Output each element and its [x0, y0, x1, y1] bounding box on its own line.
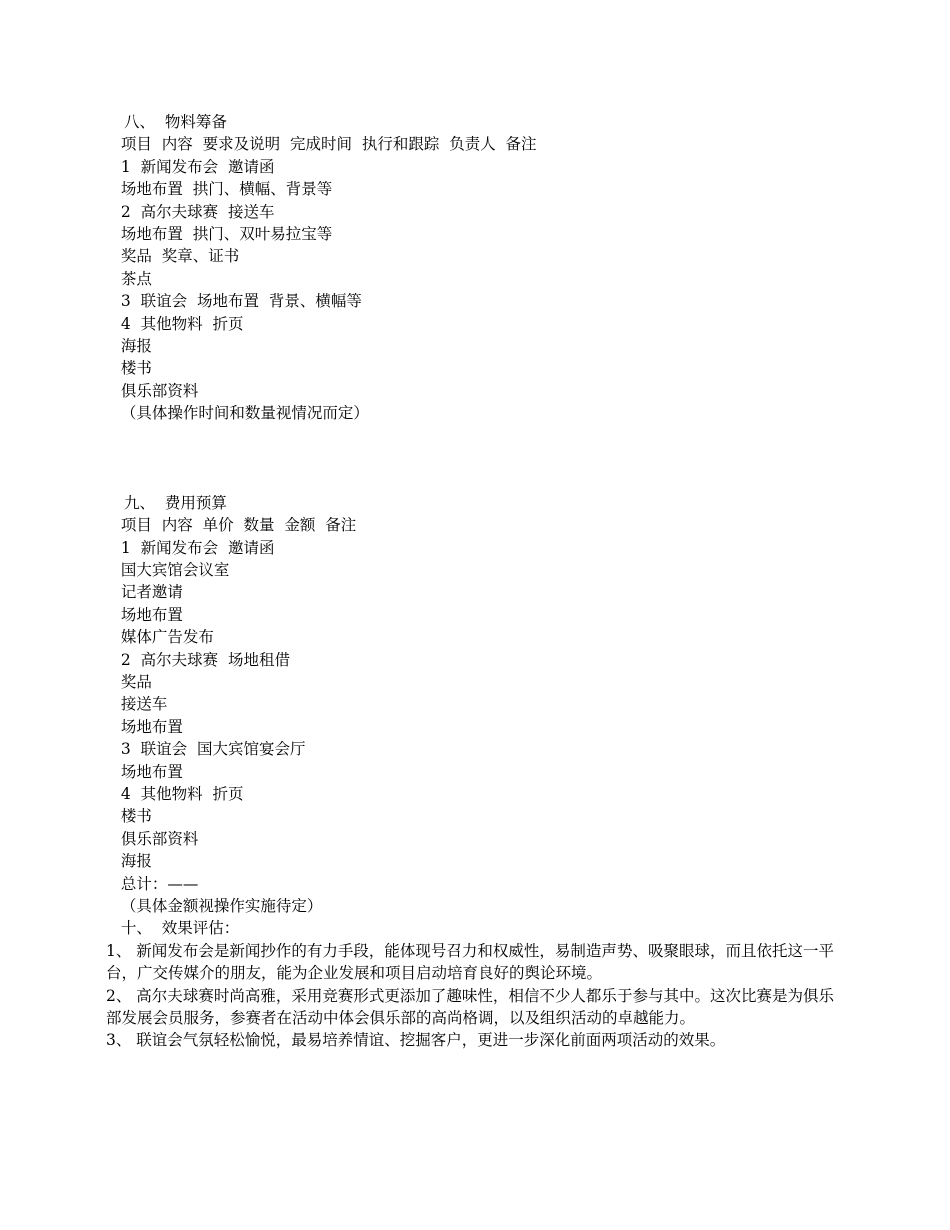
list-item: 海报	[116, 852, 152, 871]
document-page	[106, 111, 834, 1052]
section-evaluation	[106, 917, 834, 1051]
list-item: 俱乐部资料	[116, 829, 199, 848]
list-item: 接送车	[116, 695, 168, 714]
list-item: 奖品 奖章、证书	[116, 247, 240, 266]
section-spacer	[116, 425, 834, 492]
list-item: 1 新闻发布会 邀请函	[116, 538, 275, 557]
section-title-evaluation: 十、 效果评估：	[116, 919, 240, 938]
list-item: 茶点	[116, 269, 152, 288]
list-item: 楼书	[116, 359, 152, 378]
note-text: （具体金额视操作实施待定）	[116, 897, 323, 915]
list-item: 场地布置 拱门、横幅、背景等	[116, 180, 333, 199]
list-item: 海报	[116, 337, 152, 356]
list-item: 场地布置	[116, 762, 183, 781]
note-text: （具体操作时间和数量视情况而定）	[116, 404, 369, 423]
section-budget	[116, 492, 834, 918]
paragraph: 3、 联谊会气氛轻松愉悦，最易培养情谊、挖掘客户，更进一步深化前面两项活动的效果。	[106, 1031, 726, 1050]
paragraph: 2、 高尔夫球赛时尚高雅，采用竞赛形式更添加了趣味性，相信不少人都乐于参与其中。这次比赛是为俱乐部发展会员服务，参赛者在活动中体会俱乐部的高尚格调，以及组织活动的卓越能力。	[106, 986, 834, 1028]
list-item: 1 新闻发布会 邀请函	[116, 157, 275, 176]
list-item: 国大宾馆会议室	[116, 560, 230, 579]
table-header-budget: 项目 内容 单价 数量 金额 备注	[116, 516, 357, 535]
section-title-materials: 八、 物料筹备	[124, 113, 227, 131]
list-item: 场地布置	[116, 717, 183, 736]
list-item: 记者邀请	[116, 583, 183, 602]
list-item: 场地布置	[116, 605, 183, 624]
section-materials	[116, 111, 834, 425]
list-item: 媒体广告发布	[116, 628, 214, 647]
paragraph: 1、 新闻发布会是新闻抄作的有力手段，能体现号召力和权威性，易制造声势、吸聚眼球，而且依托这一平台，广交传媒介的朋友，能为企业发展和项目启动培育良好的舆论环境。	[106, 941, 834, 983]
section-title-budget: 九、 费用预算	[124, 493, 227, 512]
list-item: 俱乐部资料	[116, 381, 199, 400]
list-item: 4 其他物料 折页	[116, 784, 244, 803]
list-item: 3 联谊会 国大宾馆宴会厅	[116, 740, 306, 759]
list-item: 3 联谊会 场地布置 背景、横幅等	[116, 292, 362, 311]
total-text: 总计：——	[116, 874, 199, 893]
list-item: 楼书	[116, 807, 152, 826]
list-item: 奖品	[116, 672, 152, 691]
list-item: 2 高尔夫球赛 场地租借	[116, 650, 290, 669]
list-item: 4 其他物料 折页	[116, 314, 244, 333]
table-header-materials: 项目 内容 要求及说明 完成时间 执行和跟踪 负责人 备注	[116, 135, 537, 154]
list-item: 场地布置 拱门、双叶易拉宝等	[116, 225, 333, 244]
list-item: 2 高尔夫球赛 接送车	[116, 202, 275, 221]
